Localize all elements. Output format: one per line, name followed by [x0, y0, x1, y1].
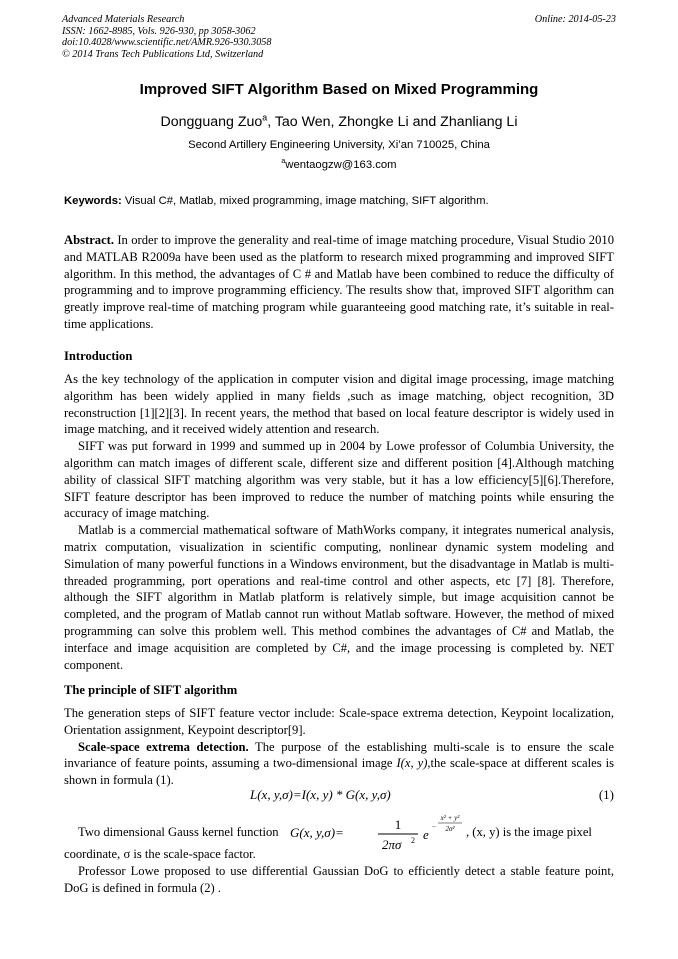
journal-header	[62, 14, 616, 60]
email-affil-mark: a	[281, 158, 286, 166]
online-date: Online: 2014-05-23	[534, 14, 616, 25]
email-address: wentaogzw@163.com	[285, 159, 397, 171]
abstract-label: Abstract.	[64, 233, 115, 247]
gauss-exponent-denominator: 2σ²	[445, 825, 455, 833]
gauss-numerator: 1	[394, 817, 402, 832]
intro-paragraph: SIFT was put forward in 1999 and summed up in 2004 by Lowe professor of Columbia University, the algorithm can match images of different scale, different size and different position [4].Although matching ability of classical SIFT matching algorithm was very stable, but it has a low efficiency[5][6].Therefore, SIFT feature descriptor has been improved to reduce the number of matching points while ensuring the accuracy of image matching.	[64, 439, 614, 521]
gauss-denominator-exponent: 2	[411, 836, 415, 845]
scale-space-paragraph: Scale-space extrema detection. The purpose of the establishing multi-scale is to ensure the scale invariance of feature points, assuming a two-dimensional image I(x, y),the scale-space at different scales is shown in formula (1).	[64, 739, 615, 788]
introduction-body	[64, 371, 614, 673]
sift-continuation	[64, 846, 614, 896]
first-author: Dongguang Zuo	[160, 114, 263, 130]
intro-paragraph: Matlab is a commercial mathematical software of MathWorks company, it integrates numerical analysis, matrix computation, visualization in scientific computing, nonlinear dynamic system modeling and Simulation of many powerful functions in a Windows environment, but the disadvantage in Matlab is multi-threaded programming, port operations and real-time control and other aspects, etc [7] [8]. Therefore, although the SIFT algorithm in Matlab platform is relatively simple, but image acquisition cannot be completed, and the program of Matlab cannot run without Matlab software. However, the method of mixed programming can solve this problem well. This method combines the advantages of C# and Matlab, the interface and image acquisition are completed by C#, and the image processing is completed by. NET component.	[64, 523, 614, 672]
journal-name: Advanced Materials Research	[62, 14, 185, 25]
doi-line: doi:10.4028/www.scientific.net/AMR.926-930.3058	[62, 37, 272, 49]
sift-principle-body	[64, 705, 614, 789]
gauss-exponent-numerator: x² + y²	[440, 814, 460, 822]
keywords-label: Keywords:	[64, 195, 122, 207]
gauss-lead-text: Two dimensional Gauss kernel function	[78, 825, 279, 839]
scale-space-label: Scale-space extrema detection.	[78, 739, 249, 754]
gauss-denominator: 2πσ	[382, 837, 402, 852]
keywords	[64, 195, 616, 207]
contact-email	[0, 159, 678, 171]
affiliation: Second Artillery Engineering University, Xi’an 710025, China	[188, 139, 490, 151]
introduction-heading: Introduction	[64, 349, 133, 363]
formula-1-expression: L(x, y,σ)=I(x, y) * G(x, y,σ)	[250, 787, 391, 802]
coordinate-line: coordinate, σ is the scale-space factor.	[64, 847, 256, 861]
gauss-tail-text: , (x, y) is the image pixel	[466, 825, 592, 839]
dog-paragraph: Professor Lowe proposed to use differential Gaussian DoG to efficiently detect a stable feature point, DoG is defined in formula (2) .	[64, 863, 614, 895]
author-list	[0, 114, 678, 130]
paper-title: Improved SIFT Algorithm Based on Mixed Programming	[139, 81, 539, 98]
sift-principle-heading: The principle of SIFT algorithm	[64, 683, 238, 697]
formula-1	[64, 787, 614, 807]
copyright-line: © 2014 Trans Tech Publications Ltd, Switzerland	[62, 48, 264, 60]
intro-paragraph: As the key technology of the application in computer vision and digital image processing, image matching algorithm has been widely applied in many fields ,such as image matching, object recognition, 3D reconstruction [1][2][3]. In recent years, the method that based on local feature descriptor is widely used in image matching, and it received widely attention and research.	[64, 372, 614, 437]
keywords-text: Visual C#, Matlab, mixed programming, image matching, SIFT algorithm.	[121, 195, 489, 207]
sift-paragraph: The generation steps of SIFT feature vector include: Scale-space extrema detection, Keypoint localization, Orientation assignment, Keypoint descriptor[9].	[64, 706, 614, 737]
issn-line: ISSN: 1662-8985, Vols. 926-930, pp 3058-3062	[62, 25, 256, 37]
other-authors: , Tao Wen, Zhongke Li and Zhanliang Li	[267, 114, 518, 130]
abstract	[64, 232, 614, 333]
abstract-text: In order to improve the generality and real-time of image matching procedure, Visual Studio 2010 and MATLAB R2009a have been used as the platform to research mixed programming and improved SIFT algorithm. In this method, the advantages of C # and Matlab have been combined to reduce the difficulty of programming and to improve programming efficiency. The results show that, improved SIFT algorithm can greatly improve real-time of matching program while guaranteeing good matching rate, it’s suitable in real-time applications.	[64, 233, 614, 331]
gauss-lhs: G(x, y,σ)=	[290, 825, 344, 840]
image-symbol: I(x, y)	[396, 756, 428, 771]
formula-1-number: (1)	[598, 787, 614, 802]
gauss-e: e	[423, 827, 429, 842]
gauss-exponent-sign: −	[432, 823, 436, 831]
author-affil-mark: a	[262, 112, 268, 123]
